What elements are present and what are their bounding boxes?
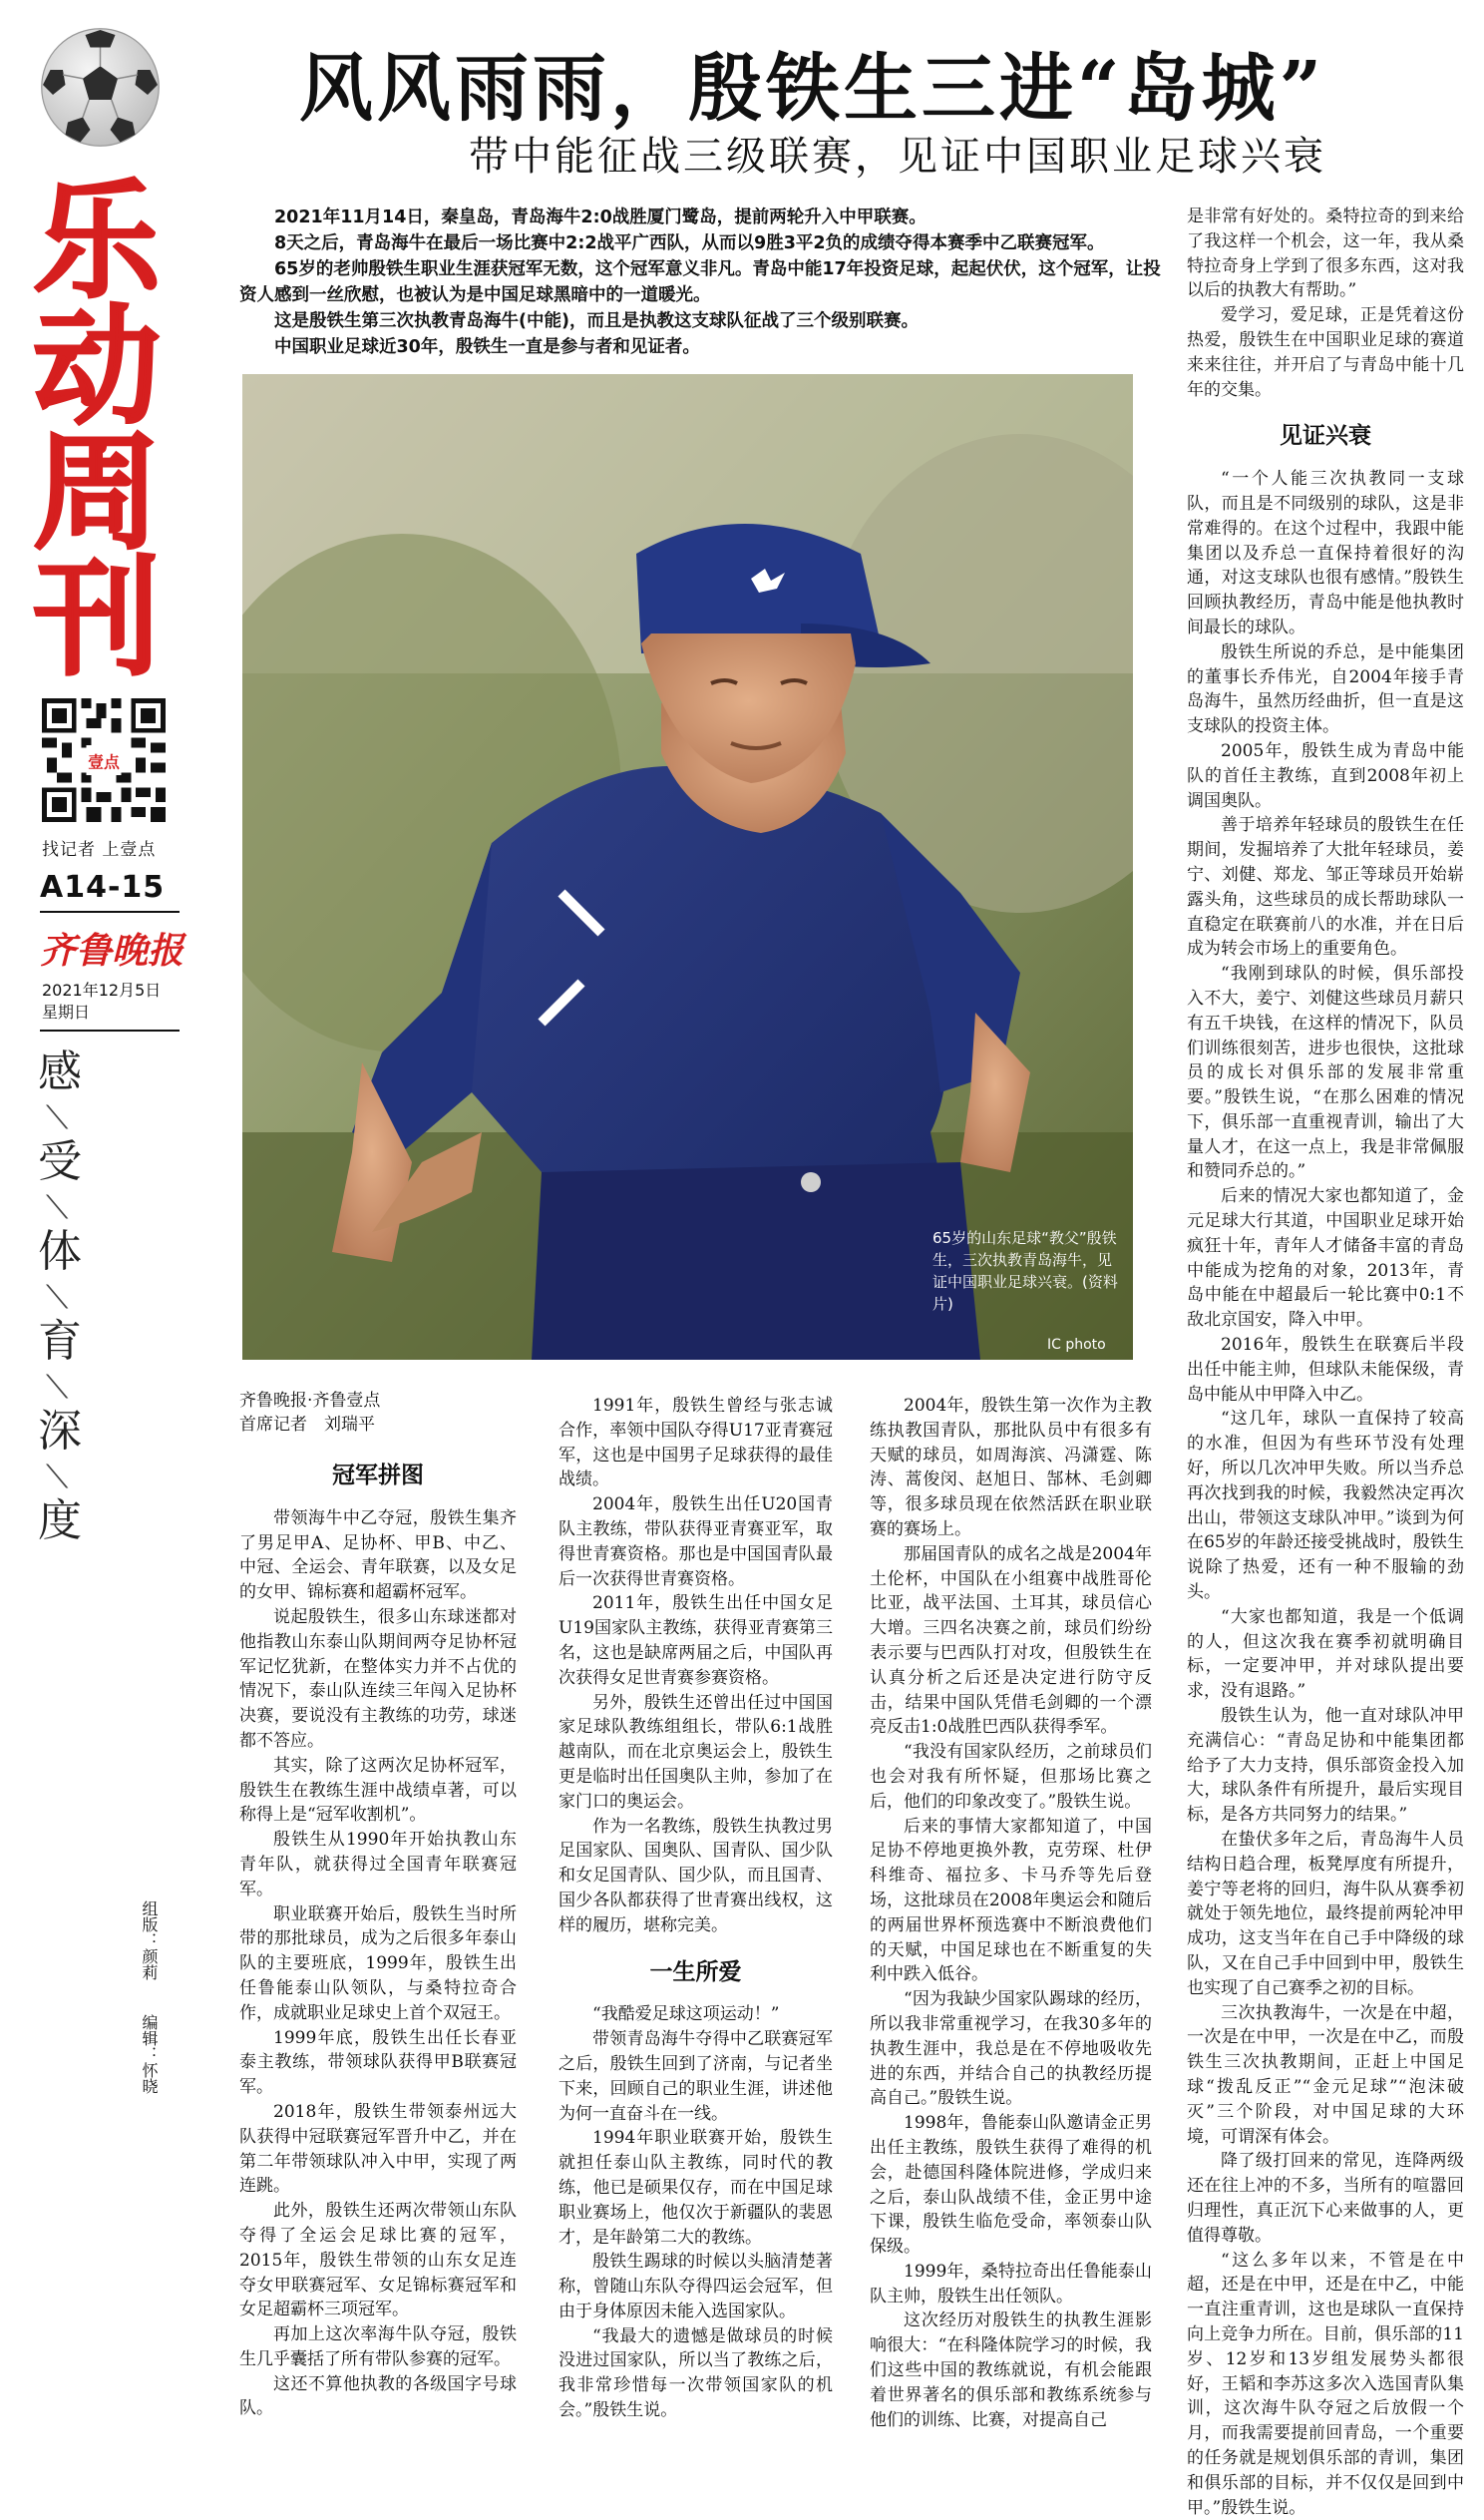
slash-icon: ⟍ xyxy=(46,1188,69,1226)
article-column-4 xyxy=(1187,205,1464,2520)
finder-label: 找记者 上壹点 xyxy=(42,840,157,860)
article-paragraph: “我最大的遗憾是做球员的时候没进过国家队，所以当了教练之后，我非常珍惜每一次带领国家队的机会。”殷铁生说。 xyxy=(558,2325,833,2421)
lead-paragraph: 65岁的老帅殷铁生职业生涯获冠军无数，这个冠军意义非凡。青岛中能17年投资足球，起起伏伏，这个冠军，让投资人感到一丝欣慰，也被认为是中国足球黑暗中的一道暖光。 xyxy=(239,259,1161,305)
issue-date: 2021年12月5日 xyxy=(42,981,162,1000)
article-paragraph: 1999年，桑特拉奇出任鲁能泰山队主帅，殷铁生出任领队。 xyxy=(870,2261,1152,2307)
article-paragraph: 作为一名教练，殷铁生执教过男足国家队、国奥队、国青队、国少队和女足国青队、国少队，而且国青、国少各队都获得了世青赛出线权，这样的履历，堪称完美。 xyxy=(558,1816,833,1935)
article-paragraph: 带领海牛中乙夺冠，殷铁生集齐了男足甲A、足协杯、甲B、中乙、中冠、全运会、青年联赛，以及女足的女甲、锦标赛和超霸杯冠军。 xyxy=(239,1507,517,1603)
byline-line: 齐鲁晚报·齐鲁壹点 xyxy=(239,1391,381,1411)
article-paragraph: 再加上这次率海牛队夺冠，殷铁生几乎囊括了所有带队参赛的冠军。 xyxy=(239,2324,517,2369)
article-paragraph: “因为我缺少国家队踢球的经历，所以我非常重视学习，在我30多年的执教生涯中，我总是在不停地吸收先进的东西，并结合自己的执教经历提高自己。”殷铁生说。 xyxy=(870,1989,1152,2109)
article-paragraph: 这次经历对殷铁生的执教生涯影响很大：“在科隆体院学习的时候，我们这些中国的教练就说，有机会能跟着世界著名的俱乐部和教练系统参与他们的训练、比赛，对提高自己 xyxy=(870,2310,1152,2430)
article-paragraph: 1998年，鲁能泰山队邀请金正男出任主教练，殷铁生获得了难得的机会，赴德国科隆体院进修，学成归来之后，泰山队战绩不佳，金正男中途下课，殷铁生临危受命，率领泰山队保级。 xyxy=(870,2113,1152,2258)
article-paragraph: 是非常有好处的。桑特拉奇的到来给了我这样一个机会，这一年，我从桑特拉奇身上学到了很多东西，这对我以后的执教大有帮助。” xyxy=(1187,207,1464,301)
article-subtitle: 带中能征战三级联赛，见证中国职业足球兴衰 xyxy=(469,134,1326,180)
article-paragraph: 2016年，殷铁生在联赛后半段出任中能主帅，但球队未能保级，青岛中能从中甲降入中乙。 xyxy=(1187,1335,1464,1405)
article-paragraph: 2004年，殷铁生出任U20国青队主教练，带队获得亚青赛亚军，取得世青赛资格。那也是中国国青队最后一次获得世青赛资格。 xyxy=(558,1494,833,1589)
soccer-ball-icon xyxy=(38,25,163,150)
paper-logo: 齐鲁晚报 xyxy=(40,930,185,972)
article-paragraph: 说起殷铁生，很多山东球迷都对他指教山东泰山队期间两夺足协杯冠军记忆犹新，在整体实力并不占优的情况下，泰山队连续三年闯入足协杯决赛，要说没有主教练的功劳，球迷都不答应。 xyxy=(239,1606,517,1751)
article-paragraph: 2005年，殷铁生成为青岛中能队的首任主教练，直到2008年初上调国奥队。 xyxy=(1187,740,1464,811)
article-paragraph: 1991年，殷铁生曾经与张志诚合作，率领中国队夺得U17亚青赛冠军，这也是中国男子足球获得的最佳战绩。 xyxy=(558,1396,833,1490)
article-paragraph: 其实，除了这两次足协杯冠军，殷铁生在教练生涯中战绩卓著，可以称得上是“冠军收割机”。 xyxy=(239,1755,517,1826)
article-paragraph: 2004年，殷铁生第一次作为主教练执教国青队，那批队员中有很多有天赋的球员，如周海滨、冯潇霆、陈涛、蒿俊闵、赵旭日、郜林、毛剑卿等，很多球员现在依然活跃在职业联赛的赛场上。 xyxy=(870,1396,1152,1539)
section-tag-char: 体 xyxy=(38,1226,82,1277)
lead-paragraph: 2021年11月14日，秦皇岛，青岛海牛2:0战胜厦门鹭岛，提前两轮升入中甲联赛。 xyxy=(274,208,927,227)
masthead-char: 乐 xyxy=(32,168,161,316)
article-paragraph: 2018年，殷铁生带领泰州远大队获得中冠联赛冠军晋升中乙，并在第二年带领球队冲入中甲，实现了两连跳。 xyxy=(239,2101,517,2197)
masthead-title xyxy=(22,168,172,693)
article-paragraph: 后来的事情大家都知道了，中国足协不停地更换外教，克劳琛、杜伊科维奇、福拉多、卡马乔等先后登场，这批球员在2008年奥运会和随后的两届世界杯预选赛中不断浪费他们的天赋，中国足球也在不断重复的失利中跌入低谷。 xyxy=(870,1816,1152,1985)
qr-label: 壹点 xyxy=(88,752,120,772)
section-heading: 一生所爱 xyxy=(649,1958,742,1985)
article-paragraph: 1994年职业联赛开始，殷铁生就担任泰山队主教练，同时代的教练，他已是硕果仅存，而在中国足球职业赛场上，他仅次于新疆队的裴恩才，是年龄第二大的教练。 xyxy=(558,2128,833,2248)
article-paragraph: “我酷爱足球这项运动！” xyxy=(592,2004,780,2025)
article-paragraph: 此外，殷铁生还两次带领山东队夺得了全运会足球比赛的冠军，2015年，殷铁生带领的山东女足连夺女甲联赛冠军、女足锦标赛冠军和女足超霸杯三项冠军。 xyxy=(239,2201,517,2320)
article-column-3 xyxy=(870,1394,1152,2432)
section-tag xyxy=(38,1048,98,1546)
editor-credit: 编辑：怀晓 xyxy=(140,2014,159,2094)
lead-paragraph: 中国职业足球近30年，殷铁生一直是参与者和见证者。 xyxy=(274,337,700,357)
article-paragraph: 殷铁生所说的乔总，是中能集团的董事长乔伟光，自2004年接手青岛海牛，虽然历经曲折，但一直是这支球队的投资主体。 xyxy=(1187,641,1464,737)
slash-icon: ⟍ xyxy=(46,1368,69,1406)
article-paragraph: 殷铁生从1990年开始执教山东青年队，就获得过全国青年联赛冠军。 xyxy=(239,1830,517,1899)
article-paragraph: “我没有国家队经历，之前球员们也会对我有所怀疑，但那场比赛之后，他们的印象改变了。”殷铁生说。 xyxy=(870,1742,1152,1812)
section-tag-char: 育 xyxy=(38,1316,82,1367)
article-paragraph: 爱学习，爱足球，正是凭着这份热爱，殷铁生在中国职业足球的赛道来来往往，并开启了与青岛中能十几年的交集。 xyxy=(1187,305,1464,400)
lead-paragraph: 这是殷铁生第三次执教青岛海牛(中能)，而且是执教这支球队征战了三个级别联赛。 xyxy=(274,311,919,331)
coach-photo xyxy=(242,374,1133,1360)
article-paragraph: 降了级打回来的常见，连降两级还在往上冲的不多，当所有的喧嚣回归理性，真正沉下心来做事的人，更值得尊敬。 xyxy=(1187,2151,1464,2246)
section-tag-char: 受 xyxy=(38,1136,82,1187)
section-heading: 冠军拼图 xyxy=(332,1463,424,1488)
section-tag-char: 度 xyxy=(38,1495,82,1546)
article-paragraph: “一个人能三次执教同一支球队，而且是不同级别的球队，这是非常难得的。在这个过程中，我跟中能集团以及乔总一直保持着很好的沟通，对这支球队也很有感情。”殷铁生回顾执教经历，青岛中能是他执教时间最长的球队。 xyxy=(1187,469,1464,637)
article-column-2 xyxy=(558,1394,833,2423)
article-paragraph: “我刚到球队的时候，俱乐部投入不大，姜宁、刘健这些球员月薪只有五千块钱，在这样的情况下，队员们训练很刻苦，进步也很快，这批球员的成长对俱乐部的发展非常重要。”殷铁生说，“在那么困难的情况下，俱乐部一直重视青训，输出了大量人才，在这一点上，我是非常佩服和赞同乔总的。” xyxy=(1187,964,1464,1182)
article-paragraph: 2011年，殷铁生出任中国女足U19国家队主教练，获得亚青赛第三名，这也是缺席两届之后，中国队再次获得女足世青赛参赛资格。 xyxy=(558,1593,833,1688)
article-paragraph: 另外，殷铁生还曾出任过中国国家足球队教练组组长，带队6:1战胜越南队，而在北京奥运会上，殷铁生更是临时出任国奥队主帅，参加了在家门口的奥运会。 xyxy=(558,1692,833,1812)
article-paragraph: “大家也都知道，我是一个低调的人，但这次我在赛季初就明确目标，一定要冲甲，并对球队提出要求，没有退路。” xyxy=(1187,1606,1464,1702)
photo-caption: 65岁的山东足球“教父”殷铁生，三次执教青岛海牛，见证中国职业足球兴衰。(资料片) xyxy=(932,1229,1118,1313)
slash-icon: ⟍ xyxy=(46,1098,69,1136)
photo-credit: IC photo xyxy=(1047,1337,1106,1353)
article-paragraph: 后来的情况大家也都知道了，金元足球大行其道，中国职业足球开始疯狂十年，青年人才储备丰富的青岛中能成为挖角的对象，2013年，青岛中能在中超最后一轮比赛中0:1不敌北京国安，降入中甲。 xyxy=(1187,1186,1464,1331)
article-column-1 xyxy=(239,1442,517,2421)
article-title: 风风雨雨，殷铁生三进“岛城” xyxy=(299,46,1326,132)
article-lead xyxy=(239,205,1167,360)
article-paragraph: 那届国青队的成名之战是2004年土伦杯，中国队在小组赛中战胜哥伦比亚，战平法国、土耳其，球员信心大增。三四名决赛之前，球员们纷纷表示要与巴西队打对攻，但殷铁生在认真分析之后还是决定进行防守反击，结果中国队凭借毛剑卿的一个漂亮反击1:0战胜巴西队获得季军。 xyxy=(870,1543,1152,1738)
article-paragraph: 这还不算他执教的各级国字号球队。 xyxy=(239,2373,517,2419)
section-tag-char: 深 xyxy=(38,1406,82,1457)
editor-credits xyxy=(140,1900,180,2128)
slash-icon: ⟍ xyxy=(46,1278,69,1316)
article-paragraph: 三次执教海牛，一次是在中超，一次是在中甲，一次是在中乙，而殷铁生三次执教期间，正赶上中国足球“拨乱反正”“金元足球”“泡沫破灭”三个阶段，对中国足球的大环境，可谓深有体会。 xyxy=(1187,2002,1464,2147)
article-paragraph: 殷铁生认为，他一直对球队冲甲充满信心：“青岛足协和中能集团都给予了大力支持，俱乐部资金投入加大，球队条件有所提升，最后实现目标，是各方共同努力的结果。” xyxy=(1187,1706,1464,1826)
qr-code-icon[interactable] xyxy=(42,698,166,822)
article-paragraph: 职业联赛开始后，殷铁生当时所带的那批球员，成为之后很多年泰山队的主要班底，1999年，殷铁生出任鲁能泰山队领队，与桑特拉奇合作，成就职业足球史上首个双冠王。 xyxy=(239,1903,517,2023)
article-paragraph: 善于培养年轻球员的殷铁生在任期间，发掘培养了大批年轻球员，姜宁、刘健、郑龙、邹正等球员开始崭露头角，这些球员的成长帮助球队一直稳定在联赛前八的水准，并在日后成为转会市场上的重要角色。 xyxy=(1187,815,1464,960)
article-paragraph: 带领青岛海牛夺得中乙联赛冠军之后，殷铁生回到了济南，与记者坐下来，回顾自己的职业生涯，讲述他为何一直奋斗在一线。 xyxy=(558,2029,833,2124)
divider xyxy=(40,911,180,913)
masthead-column xyxy=(0,0,189,2389)
masthead-char: 周 xyxy=(32,419,161,568)
slash-icon: ⟍ xyxy=(46,1458,69,1495)
editor-credit: 组版：颜莉 xyxy=(140,1900,159,1980)
section-heading: 见证兴衰 xyxy=(1280,423,1371,450)
section-tag-char: 感 xyxy=(38,1047,82,1097)
lead-paragraph: 8天之后，青岛海牛在最后一场比赛中2:2战平广西队，从而以9胜3平2负的成绩夺得本赛季中乙联赛冠军。 xyxy=(274,233,1105,253)
masthead-char: 动 xyxy=(32,293,161,442)
article-paragraph: 1999年底，殷铁生出任长春亚泰主教练，带领球队获得甲B联赛冠军。 xyxy=(239,2027,517,2098)
byline xyxy=(239,1389,380,1437)
divider xyxy=(40,1030,180,1032)
article-paragraph: “这么多年以来，不管是在中超，还是在中甲，还是在中乙，中能一直注重青训，这也是球队一直保持向上竞争力所在。目前，俱乐部的11岁、12岁和13岁组发展势头都很好，王韬和李苏这多次入选国青队集训，这次海牛队夺冠之后放假一个月，而我需要提前回青岛，一个重要的任务就是规划俱乐部的青训，集团和俱乐部的目标，并不仅仅是回到中甲。”殷铁生说。 xyxy=(1187,2250,1464,2518)
page-numbers: A14-15 xyxy=(40,870,166,905)
masthead-char: 刊 xyxy=(32,545,161,693)
article-paragraph: “这几年，球队一直保持了较高的水准，但因为有些环节没有处理好，所以几次冲甲失败。所以当乔总再次找到我的时候，我毅然决定再次出山，带领这支球队冲甲。”谈到为何在65岁的年龄还接受挑战时，殷铁生说除了热爱，还有一种不服输的劲头。 xyxy=(1187,1409,1464,1603)
article-paragraph: 殷铁生踢球的时候以头脑清楚著称，曾随山东队夺得四运会冠军，但由于身体原因未能入选国家队。 xyxy=(558,2252,833,2321)
article-paragraph: 在蛰伏多年之后，青岛海牛人员结构日趋合理，板凳厚度有所提升，姜宁等老将的回归，海牛队从赛季初就处于领先地位，最终提前两轮冲甲成功，这支当年在自己手中降级的球队，又在自己手中回到中甲，殷铁生也实现了自己赛季之初的目标。 xyxy=(1187,1830,1464,1998)
issue-weekday: 星期日 xyxy=(42,1003,91,1022)
byline-line: 首席记者 刘瑞平 xyxy=(239,1415,375,1435)
